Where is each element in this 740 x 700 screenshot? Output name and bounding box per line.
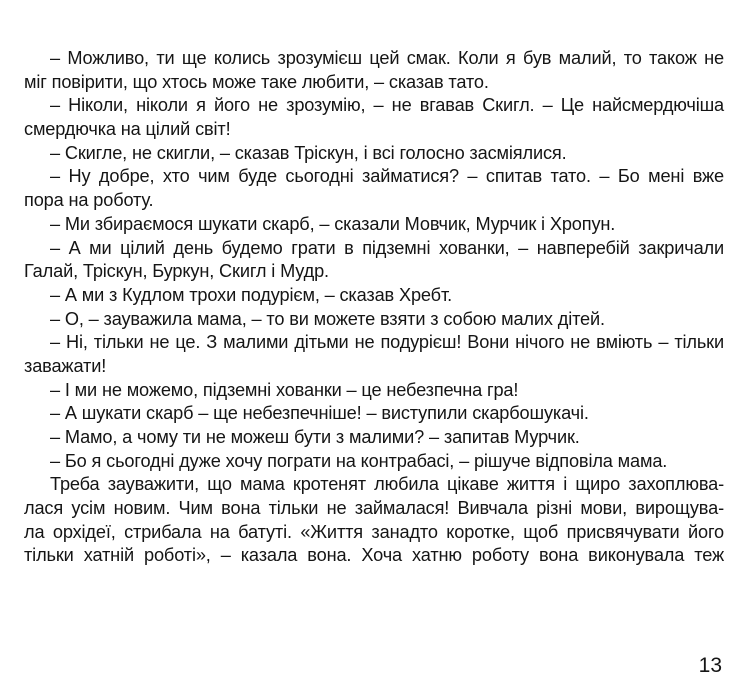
text-line: міг повірити, що хтось може таке любити, – сказав тато. [24, 71, 489, 92]
text-line: тільки хатній роботі», – казала вона. Хоча хатню роботу вона виконувала теж [24, 545, 724, 566]
text-line: Треба зауважити, що мама кротенят любила цікаве життя і щиро захоплюва- [50, 474, 724, 495]
text-line: – А шукати скарб – ще небезпечніше! – виступили скарбошукачі. [50, 403, 589, 424]
text-line: – Ну добре, хто чим буде сьогодні займатися? – спитав тато. – Бо мені вже [50, 166, 724, 187]
text-line: – Бо я сьогодні дуже хочу пограти на контрабасі, – рішуче відповіла мама. [50, 450, 668, 471]
text-line: – О, – зауважила мама, – то ви можете взяти з собою малих дітей. [50, 308, 605, 329]
text-line: пора на роботу. [24, 190, 154, 211]
text-line: – Ми збираємося шукати скарб, – сказали Мовчик, Мурчик і Хропун. [50, 213, 616, 234]
text-line: – Скигле, не скигли, – сказав Трiскун, і всі голосно засміялися. [50, 142, 567, 163]
text-line: – Мамо, а чому ти не можеш бути з малими? – запитав Мурчик. [50, 427, 580, 447]
body-text [24, 47, 724, 568]
text-line: – Можливо, ти ще колись зрозумієш цей смак. Коли я був малий, то також не [50, 48, 724, 68]
text-line: – І ми не можемо, підземні хованки – це небезпечна гра! [50, 379, 519, 400]
text-line: ла орхідеї, стрибала на батуті. «Життя занадто коротке, щоб присвячувати його [24, 521, 724, 542]
text-line: – Ні, тільки не це. З малими дітьми не подурієш! Вони нічого не вміють – тільки [50, 332, 724, 353]
text-line: смердючка на цілий світ! [24, 119, 231, 140]
text-line: – Ніколи, ніколи я його не зрозумію, – не вгавав Скигл. – Це найсмердючіша [50, 95, 724, 116]
text-line: лася усім новим. Чим вона тільки не займалася! Вивчала різні мови, вирощува- [24, 498, 724, 519]
text-line: заважати! [24, 355, 107, 376]
text-line: Галай, Тріскун, Буркун, Скигл і Мудр. [24, 261, 329, 282]
page-number: 13 [698, 654, 722, 677]
text-line: – А ми з Кудлом трохи подурієм, – сказав Хребт. [50, 284, 453, 305]
text-line: – А ми цілий день будемо грати в підземні хованки, – навперебій закричали [50, 237, 724, 258]
